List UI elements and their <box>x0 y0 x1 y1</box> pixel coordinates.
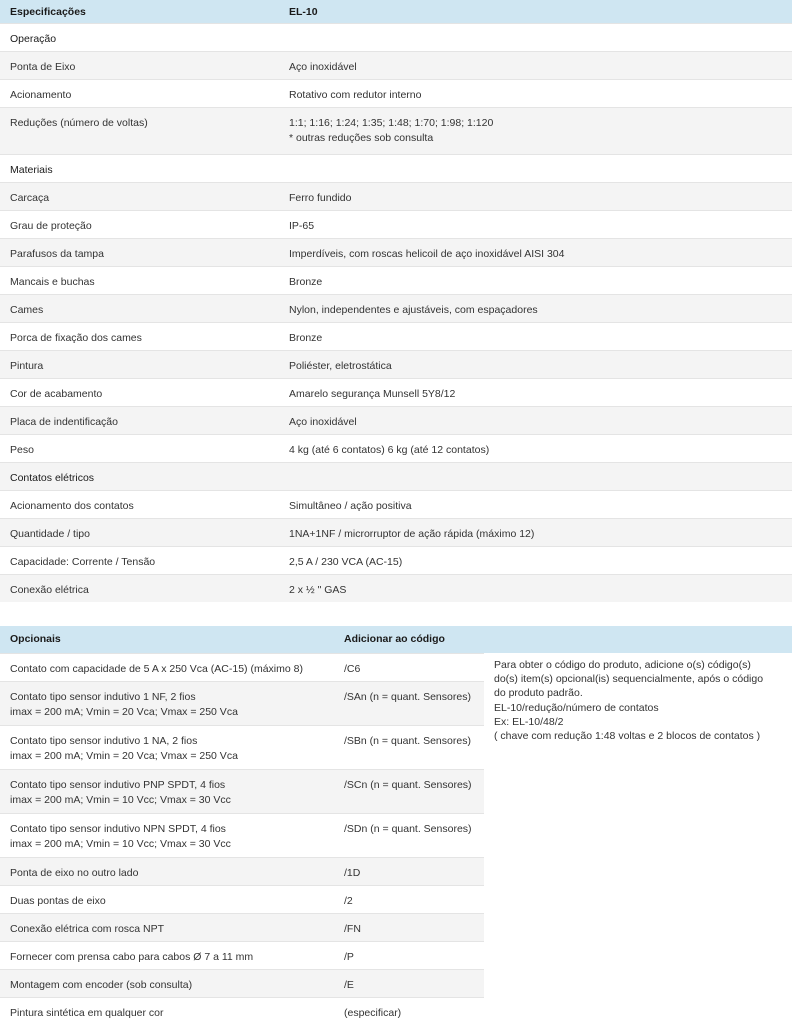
spec-value: 4 kg (até 6 contatos) 6 kg (até 12 contatos) <box>289 443 490 456</box>
option-code: /SAn (n = quant. Sensores) <box>334 681 484 725</box>
spec-row <box>0 182 792 210</box>
option-description-cell <box>0 653 334 681</box>
spec-value: Aço inoxidável <box>289 60 357 73</box>
spec-label: Cor de acabamento <box>0 378 279 406</box>
spec-label: Placa de indentificação <box>0 406 279 434</box>
spec-value: Simultâneo / ação positiva <box>289 499 412 512</box>
spec-value: 2 x ½ " GAS <box>289 583 347 596</box>
option-description-cell <box>0 681 334 725</box>
spec-row <box>0 574 792 602</box>
spec-value: IP-65 <box>289 219 315 232</box>
spec-value: Poliéster, eletrostática <box>289 359 392 372</box>
ordering-instructions-line: do produto padrão. <box>494 687 583 700</box>
option-code: (especificar) <box>334 997 484 1024</box>
spec-row <box>0 546 792 574</box>
option-description-cell <box>0 913 334 941</box>
spec-label: Conexão elétrica <box>0 574 279 602</box>
spec-row <box>0 266 792 294</box>
option-electrical-specs: imax = 200 mA; Vmin = 20 Vca; Vmax = 250 Vca <box>10 705 238 718</box>
spec-row <box>0 518 792 546</box>
option-code: /SCn (n = quant. Sensores) <box>334 769 484 813</box>
spec-label: Parafusos da tampa <box>0 238 279 266</box>
spec-value-note: * outras reduções sob consulta <box>289 131 434 144</box>
option-description: Pintura sintética em qualquer cor <box>10 1006 164 1019</box>
spec-value: 1:1; 1:16; 1:24; 1:35; 1:48; 1:70; 1:98; 1:120 <box>289 116 494 129</box>
ordering-instructions-line: EL-10/redução/número de contatos <box>494 701 659 714</box>
option-description-cell <box>0 813 334 857</box>
spec-row <box>0 490 792 518</box>
option-description-cell <box>0 885 334 913</box>
option-description-cell <box>0 857 334 885</box>
option-code: /SBn (n = quant. Sensores) <box>334 725 484 769</box>
spec-value-cell <box>279 322 792 350</box>
spec-value: Imperdíveis, com roscas helicoil de aço inoxidável AISI 304 <box>289 247 565 260</box>
option-description: Duas pontas de eixo <box>10 894 106 907</box>
ordering-instructions <box>484 653 792 1024</box>
spec-row <box>0 322 792 350</box>
spec-header-label: Especificações <box>0 0 279 23</box>
options-header-row <box>0 626 792 653</box>
spec-header-model: EL-10 <box>279 0 792 23</box>
spec-row <box>0 107 792 154</box>
spec-header-row <box>0 0 792 23</box>
option-code: /2 <box>334 885 484 913</box>
option-electrical-specs: imax = 200 mA; Vmin = 10 Vcc; Vmax = 30 Vcc <box>10 837 231 850</box>
spec-section-row <box>0 154 792 182</box>
option-description-cell <box>0 725 334 769</box>
options-header-label: Opcionais <box>0 626 334 653</box>
spec-row <box>0 210 792 238</box>
spec-label: Reduções (número de voltas) <box>0 107 279 154</box>
spec-value-cell <box>279 378 792 406</box>
spec-value-cell <box>279 154 792 182</box>
spec-section-row <box>0 462 792 490</box>
spec-value-cell <box>279 23 792 51</box>
spec-row <box>0 238 792 266</box>
spec-value-cell <box>279 462 792 490</box>
spec-value-cell <box>279 518 792 546</box>
option-code: /SDn (n = quant. Sensores) <box>334 813 484 857</box>
spec-row <box>0 434 792 462</box>
ordering-instructions-line: Ex: EL-10/48/2 <box>494 715 564 728</box>
spec-value: Rotativo com redutor interno <box>289 88 422 101</box>
option-description: Contato tipo sensor indutivo PNP SPDT, 4 fios <box>10 778 226 791</box>
spec-value-cell <box>279 490 792 518</box>
spec-row <box>0 406 792 434</box>
option-description: Contato tipo sensor indutivo 1 NA, 2 fios <box>10 734 198 747</box>
option-description: Ponta de eixo no outro lado <box>10 866 139 879</box>
spec-row <box>0 79 792 107</box>
spec-value-cell <box>279 79 792 107</box>
spec-value-cell <box>279 574 792 602</box>
spec-section-title: Materiais <box>0 154 279 182</box>
option-electrical-specs: imax = 200 mA; Vmin = 20 Vca; Vmax = 250 Vca <box>10 749 238 762</box>
spec-value-cell <box>279 294 792 322</box>
spec-label: Porca de fixação dos cames <box>0 322 279 350</box>
spec-value-cell <box>279 238 792 266</box>
spec-value-cell <box>279 546 792 574</box>
spec-label: Cames <box>0 294 279 322</box>
option-description-cell <box>0 941 334 969</box>
spec-label: Carcaça <box>0 182 279 210</box>
ordering-instructions-line: do(s) item(s) opcional(is) sequencialmente, após o código <box>494 673 764 686</box>
spec-label: Mancais e buchas <box>0 266 279 294</box>
spec-value: Bronze <box>289 275 323 288</box>
spec-section-title: Operação <box>0 23 279 51</box>
spec-section-title: Contatos elétricos <box>0 462 279 490</box>
options-header-blank <box>484 626 792 653</box>
option-description: Contato tipo sensor indutivo 1 NF, 2 fios <box>10 690 196 703</box>
spec-row <box>0 378 792 406</box>
spec-label: Quantidade / tipo <box>0 518 279 546</box>
spec-value: Nylon, independentes e ajustáveis, com espaçadores <box>289 303 538 316</box>
spec-row <box>0 350 792 378</box>
spec-value: Ferro fundido <box>289 191 352 204</box>
spec-label: Acionamento dos contatos <box>0 490 279 518</box>
ordering-instructions-line: ( chave com redução 1:48 voltas e 2 blocos de contatos ) <box>494 730 761 743</box>
spec-value-cell <box>279 350 792 378</box>
spec-row <box>0 51 792 79</box>
options-header-code: Adicionar ao código <box>334 626 484 653</box>
ordering-instructions-line: Para obter o código do produto, adicione o(s) código(s) <box>494 659 751 671</box>
option-description: Contato com capacidade de 5 A x 250 Vca (AC-15) (máximo 8) <box>10 662 303 675</box>
spec-row <box>0 294 792 322</box>
option-description-cell <box>0 969 334 997</box>
option-row <box>0 653 792 681</box>
option-description: Fornecer com prensa cabo para cabos Ø 7 a 11 mm <box>10 950 254 963</box>
option-description: Contato tipo sensor indutivo NPN SPDT, 4 fios <box>10 822 226 835</box>
spec-value-cell <box>279 434 792 462</box>
spec-label: Acionamento <box>0 79 279 107</box>
spec-label: Pintura <box>0 350 279 378</box>
option-code: /P <box>334 941 484 969</box>
option-description-cell <box>0 997 334 1024</box>
spec-value: 2,5 A / 230 VCA (AC-15) <box>289 555 403 568</box>
option-description: Conexão elétrica com rosca NPT <box>10 922 165 935</box>
option-description: Montagem com encoder (sob consulta) <box>10 978 193 991</box>
option-description-cell <box>0 769 334 813</box>
options-table <box>0 626 792 1024</box>
spec-value-cell <box>279 210 792 238</box>
option-code: /FN <box>334 913 484 941</box>
spec-value-cell <box>279 266 792 294</box>
spec-value-cell <box>279 406 792 434</box>
option-code: /C6 <box>334 653 484 681</box>
spec-value: Amarelo segurança Munsell 5Y8/12 <box>289 387 456 400</box>
spec-label: Grau de proteção <box>0 210 279 238</box>
spec-section-row <box>0 23 792 51</box>
spec-label: Peso <box>0 434 279 462</box>
spec-value-cell <box>279 107 792 154</box>
spec-value: Bronze <box>289 331 323 344</box>
option-code: /E <box>334 969 484 997</box>
spec-value: 1NA+1NF / microrruptor de ação rápida (máximo 12) <box>289 527 535 540</box>
option-code: /1D <box>334 857 484 885</box>
spec-value: Aço inoxidável <box>289 415 357 428</box>
spec-value-cell <box>279 51 792 79</box>
option-electrical-specs: imax = 200 mA; Vmin = 10 Vcc; Vmax = 30 Vcc <box>10 793 231 806</box>
spec-value-cell <box>279 182 792 210</box>
spec-label: Ponta de Eixo <box>0 51 279 79</box>
spec-label: Capacidade: Corrente / Tensão <box>0 546 279 574</box>
